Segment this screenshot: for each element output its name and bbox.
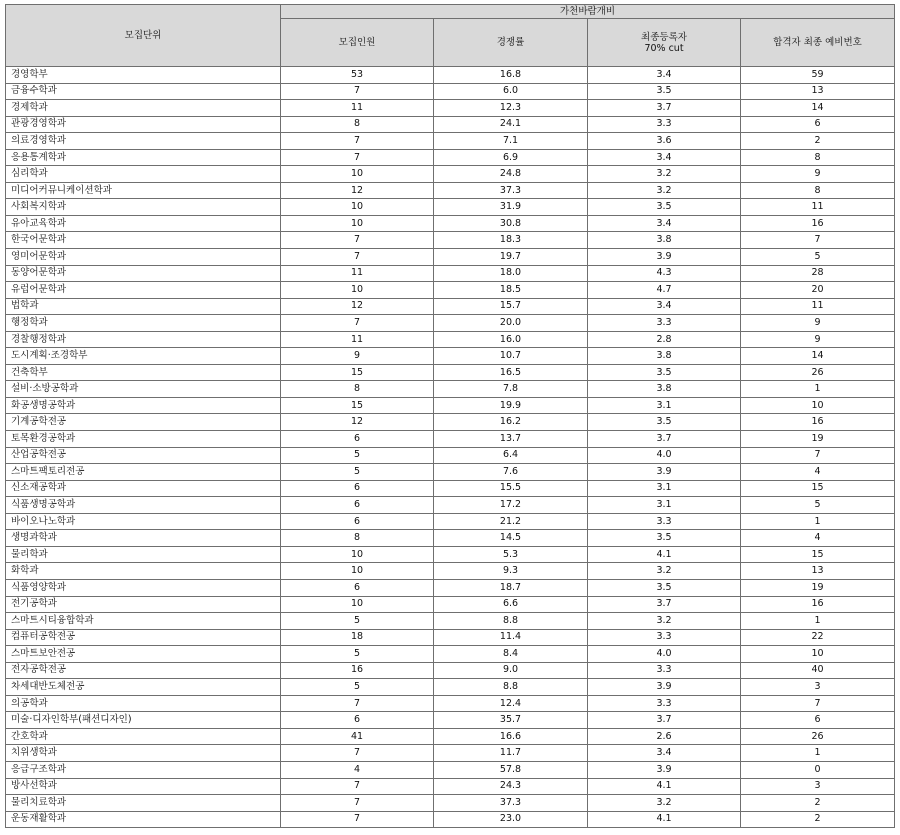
- cell-waitlist-number: 7: [741, 695, 895, 712]
- cell-unit-name: 식품영양학과: [6, 579, 281, 596]
- cell-cut70: 3.2: [588, 795, 741, 812]
- table-row: [6, 596, 895, 613]
- cell-cut70: 3.8: [588, 348, 741, 365]
- cell-quota: 10: [281, 596, 434, 613]
- cell-quota: 11: [281, 100, 434, 117]
- cell-quota: 6: [281, 579, 434, 596]
- cell-cut70: 3.5: [588, 579, 741, 596]
- cell-unit-name: 차세대반도체전공: [6, 679, 281, 696]
- cell-unit-name: 기계공학전공: [6, 414, 281, 431]
- cell-quota: 12: [281, 298, 434, 315]
- cell-waitlist-number: 13: [741, 563, 895, 580]
- cell-competition-rate: 6.9: [434, 149, 588, 166]
- cell-cut70: 3.4: [588, 298, 741, 315]
- cell-quota: 7: [281, 315, 434, 332]
- cell-quota: 12: [281, 414, 434, 431]
- cell-cut70: 3.3: [588, 513, 741, 530]
- cell-unit-name: 바이오나노학과: [6, 513, 281, 530]
- cell-unit-name: 금융수학과: [6, 83, 281, 100]
- cell-cut70: 3.4: [588, 215, 741, 232]
- table-row: [6, 579, 895, 596]
- table-row: [6, 282, 895, 299]
- cell-waitlist-number: 4: [741, 530, 895, 547]
- cell-quota: 8: [281, 530, 434, 547]
- cell-competition-rate: 16.2: [434, 414, 588, 431]
- cell-competition-rate: 12.4: [434, 695, 588, 712]
- cell-competition-rate: 31.9: [434, 199, 588, 216]
- cell-quota: 5: [281, 447, 434, 464]
- cell-competition-rate: 57.8: [434, 761, 588, 778]
- cell-competition-rate: 11.7: [434, 745, 588, 762]
- cell-cut70: 3.7: [588, 596, 741, 613]
- cell-waitlist-number: 8: [741, 182, 895, 199]
- cell-cut70: 3.9: [588, 761, 741, 778]
- cell-quota: 5: [281, 646, 434, 663]
- cell-quota: 7: [281, 149, 434, 166]
- cell-quota: 12: [281, 182, 434, 199]
- cell-waitlist-number: 20: [741, 282, 895, 299]
- cell-cut70: 3.7: [588, 712, 741, 729]
- table-row: [6, 513, 895, 530]
- table-row: [6, 100, 895, 117]
- table-row: [6, 728, 895, 745]
- cell-quota: 10: [281, 199, 434, 216]
- table-row: [6, 712, 895, 729]
- table-row: [6, 133, 895, 150]
- table-row: [6, 414, 895, 431]
- cell-cut70: 4.3: [588, 265, 741, 282]
- cell-quota: 53: [281, 67, 434, 84]
- table-row: [6, 397, 895, 414]
- cell-cut70: 3.1: [588, 480, 741, 497]
- cell-competition-rate: 19.7: [434, 249, 588, 266]
- table-row: [6, 381, 895, 398]
- cell-competition-rate: 6.4: [434, 447, 588, 464]
- cell-cut70: 3.2: [588, 182, 741, 199]
- cell-waitlist-number: 26: [741, 364, 895, 381]
- cell-waitlist-number: 7: [741, 232, 895, 249]
- cell-waitlist-number: 14: [741, 100, 895, 117]
- cell-competition-rate: 10.7: [434, 348, 588, 365]
- cell-competition-rate: 24.1: [434, 116, 588, 133]
- table-row: [6, 695, 895, 712]
- cell-competition-rate: 7.1: [434, 133, 588, 150]
- cell-unit-name: 도시계획·조경학부: [6, 348, 281, 365]
- table-row: [6, 331, 895, 348]
- table-row: [6, 795, 895, 812]
- table-row: [6, 431, 895, 448]
- cell-cut70: 3.5: [588, 83, 741, 100]
- cell-waitlist-number: 15: [741, 480, 895, 497]
- cell-unit-name: 심리학과: [6, 166, 281, 183]
- cell-competition-rate: 7.8: [434, 381, 588, 398]
- cell-competition-rate: 17.2: [434, 497, 588, 514]
- cell-unit-name: 응급구조학과: [6, 761, 281, 778]
- cell-unit-name: 치위생학과: [6, 745, 281, 762]
- table-row: [6, 811, 895, 828]
- cell-cut70: 3.3: [588, 695, 741, 712]
- table-row: [6, 662, 895, 679]
- cell-cut70: 2.6: [588, 728, 741, 745]
- header-group: 가천바람개비: [281, 5, 895, 19]
- cell-unit-name: 물리치료학과: [6, 795, 281, 812]
- cell-competition-rate: 15.7: [434, 298, 588, 315]
- cell-cut70: 3.5: [588, 199, 741, 216]
- cell-unit-name: 관광경영학과: [6, 116, 281, 133]
- cell-quota: 10: [281, 546, 434, 563]
- cell-waitlist-number: 6: [741, 116, 895, 133]
- cell-quota: 7: [281, 745, 434, 762]
- cell-cut70: 4.1: [588, 778, 741, 795]
- header-cut70-label: 최종등록자 70% cut: [641, 31, 687, 54]
- header-quota: 모집인원: [281, 19, 434, 67]
- table-row: [6, 166, 895, 183]
- cell-cut70: 3.8: [588, 381, 741, 398]
- cell-unit-name: 법학과: [6, 298, 281, 315]
- cell-unit-name: 물리학과: [6, 546, 281, 563]
- cell-waitlist-number: 19: [741, 579, 895, 596]
- cell-cut70: 3.4: [588, 149, 741, 166]
- cell-cut70: 3.7: [588, 100, 741, 117]
- cell-unit-name: 사회복지학과: [6, 199, 281, 216]
- cell-cut70: 3.7: [588, 431, 741, 448]
- cell-unit-name: 경영학부: [6, 67, 281, 84]
- cell-quota: 18: [281, 629, 434, 646]
- cell-waitlist-number: 1: [741, 613, 895, 630]
- cell-waitlist-number: 1: [741, 745, 895, 762]
- table-row: [6, 348, 895, 365]
- admission-results-table: [5, 4, 895, 828]
- cell-waitlist-number: 1: [741, 381, 895, 398]
- cell-quota: 15: [281, 397, 434, 414]
- cell-waitlist-number: 9: [741, 315, 895, 332]
- table-row: [6, 546, 895, 563]
- table-row: [6, 364, 895, 381]
- cell-waitlist-number: 11: [741, 199, 895, 216]
- cell-cut70: 3.2: [588, 563, 741, 580]
- cell-waitlist-number: 10: [741, 646, 895, 663]
- cell-unit-name: 방사선학과: [6, 778, 281, 795]
- cell-waitlist-number: 16: [741, 215, 895, 232]
- cell-waitlist-number: 7: [741, 447, 895, 464]
- cell-competition-rate: 21.2: [434, 513, 588, 530]
- table-row: [6, 116, 895, 133]
- cell-quota: 7: [281, 249, 434, 266]
- cell-competition-rate: 14.5: [434, 530, 588, 547]
- table-row: [6, 67, 895, 84]
- cell-waitlist-number: 16: [741, 596, 895, 613]
- table-row: [6, 464, 895, 481]
- cell-unit-name: 의공학과: [6, 695, 281, 712]
- cell-unit-name: 응용통계학과: [6, 149, 281, 166]
- cell-cut70: 3.3: [588, 629, 741, 646]
- cell-competition-rate: 8.4: [434, 646, 588, 663]
- cell-competition-rate: 12.3: [434, 100, 588, 117]
- cell-competition-rate: 20.0: [434, 315, 588, 332]
- cell-quota: 8: [281, 116, 434, 133]
- table-row: [6, 265, 895, 282]
- cell-competition-rate: 16.6: [434, 728, 588, 745]
- cell-waitlist-number: 40: [741, 662, 895, 679]
- table-row: [6, 629, 895, 646]
- cell-competition-rate: 30.8: [434, 215, 588, 232]
- cell-waitlist-number: 28: [741, 265, 895, 282]
- cell-waitlist-number: 8: [741, 149, 895, 166]
- table-row: [6, 315, 895, 332]
- cell-quota: 11: [281, 331, 434, 348]
- header-unit: 모집단위: [6, 5, 281, 67]
- cell-competition-rate: 8.8: [434, 613, 588, 630]
- cell-cut70: 3.1: [588, 497, 741, 514]
- cell-cut70: 3.3: [588, 662, 741, 679]
- cell-unit-name: 설비·소방공학과: [6, 381, 281, 398]
- cell-competition-rate: 11.4: [434, 629, 588, 646]
- cell-competition-rate: 37.3: [434, 182, 588, 199]
- cell-competition-rate: 37.3: [434, 795, 588, 812]
- cell-quota: 7: [281, 83, 434, 100]
- cell-cut70: 3.5: [588, 414, 741, 431]
- cell-quota: 11: [281, 265, 434, 282]
- cell-competition-rate: 16.5: [434, 364, 588, 381]
- cell-quota: 6: [281, 712, 434, 729]
- cell-unit-name: 경찰행정학과: [6, 331, 281, 348]
- table-row: [6, 761, 895, 778]
- cell-quota: 10: [281, 282, 434, 299]
- cell-waitlist-number: 3: [741, 679, 895, 696]
- cell-unit-name: 의료경영학과: [6, 133, 281, 150]
- cell-unit-name: 미디어커뮤니케이션학과: [6, 182, 281, 199]
- cell-quota: 6: [281, 431, 434, 448]
- cell-waitlist-number: 2: [741, 811, 895, 828]
- table-row: [6, 447, 895, 464]
- cell-competition-rate: 18.3: [434, 232, 588, 249]
- cell-unit-name: 생명과학과: [6, 530, 281, 547]
- table-row: [6, 298, 895, 315]
- cell-unit-name: 유럽어문학과: [6, 282, 281, 299]
- cell-unit-name: 영미어문학과: [6, 249, 281, 266]
- cell-competition-rate: 6.0: [434, 83, 588, 100]
- cell-competition-rate: 24.3: [434, 778, 588, 795]
- cell-waitlist-number: 3: [741, 778, 895, 795]
- cell-competition-rate: 19.9: [434, 397, 588, 414]
- cell-unit-name: 화공생명공학과: [6, 397, 281, 414]
- cell-cut70: 3.2: [588, 166, 741, 183]
- cell-waitlist-number: 26: [741, 728, 895, 745]
- cell-unit-name: 유아교육학과: [6, 215, 281, 232]
- cell-cut70: 3.8: [588, 232, 741, 249]
- cell-unit-name: 산업공학전공: [6, 447, 281, 464]
- cell-unit-name: 한국어문학과: [6, 232, 281, 249]
- cell-cut70: 4.1: [588, 811, 741, 828]
- cell-cut70: 3.6: [588, 133, 741, 150]
- cell-waitlist-number: 5: [741, 249, 895, 266]
- cell-waitlist-number: 9: [741, 331, 895, 348]
- cell-quota: 5: [281, 679, 434, 696]
- cell-waitlist-number: 10: [741, 397, 895, 414]
- cell-unit-name: 토목환경공학과: [6, 431, 281, 448]
- table-row: [6, 249, 895, 266]
- cell-unit-name: 전자공학전공: [6, 662, 281, 679]
- cell-cut70: 4.7: [588, 282, 741, 299]
- table-row: [6, 83, 895, 100]
- cell-waitlist-number: 59: [741, 67, 895, 84]
- cell-competition-rate: 18.0: [434, 265, 588, 282]
- cell-competition-rate: 23.0: [434, 811, 588, 828]
- cell-competition-rate: 35.7: [434, 712, 588, 729]
- cell-cut70: 3.5: [588, 530, 741, 547]
- cell-unit-name: 전기공학과: [6, 596, 281, 613]
- table-row: [6, 646, 895, 663]
- cell-competition-rate: 9.3: [434, 563, 588, 580]
- cell-competition-rate: 6.6: [434, 596, 588, 613]
- cell-quota: 7: [281, 232, 434, 249]
- cell-waitlist-number: 1: [741, 513, 895, 530]
- cell-waitlist-number: 2: [741, 133, 895, 150]
- table-row: [6, 679, 895, 696]
- cell-competition-rate: 16.0: [434, 331, 588, 348]
- cell-cut70: 3.4: [588, 745, 741, 762]
- cell-quota: 7: [281, 133, 434, 150]
- cell-unit-name: 미술·디자인학부(패션디자인): [6, 712, 281, 729]
- cell-cut70: 3.1: [588, 397, 741, 414]
- cell-unit-name: 운동재활학과: [6, 811, 281, 828]
- cell-competition-rate: 16.8: [434, 67, 588, 84]
- cell-waitlist-number: 15: [741, 546, 895, 563]
- table-row: [6, 745, 895, 762]
- cell-waitlist-number: 22: [741, 629, 895, 646]
- cell-waitlist-number: 16: [741, 414, 895, 431]
- cell-waitlist-number: 4: [741, 464, 895, 481]
- cell-unit-name: 스마트시티융합학과: [6, 613, 281, 630]
- cell-cut70: 3.5: [588, 364, 741, 381]
- cell-quota: 7: [281, 795, 434, 812]
- table-row: [6, 182, 895, 199]
- cell-quota: 6: [281, 513, 434, 530]
- cell-waitlist-number: 19: [741, 431, 895, 448]
- cell-quota: 8: [281, 381, 434, 398]
- table-row: [6, 497, 895, 514]
- cell-competition-rate: 9.0: [434, 662, 588, 679]
- cell-competition-rate: 8.8: [434, 679, 588, 696]
- cell-waitlist-number: 13: [741, 83, 895, 100]
- cell-unit-name: 건축학부: [6, 364, 281, 381]
- cell-quota: 6: [281, 497, 434, 514]
- table-row: [6, 480, 895, 497]
- cell-quota: 5: [281, 613, 434, 630]
- cell-cut70: 4.0: [588, 447, 741, 464]
- cell-unit-name: 간호학과: [6, 728, 281, 745]
- cell-quota: 4: [281, 761, 434, 778]
- cell-cut70: 4.0: [588, 646, 741, 663]
- cell-quota: 16: [281, 662, 434, 679]
- header-waitlist: 합격자 최종 예비번호: [741, 19, 895, 67]
- header-competition: 경쟁률: [434, 19, 588, 67]
- cell-waitlist-number: 14: [741, 348, 895, 365]
- cell-unit-name: 행정학과: [6, 315, 281, 332]
- cell-competition-rate: 18.5: [434, 282, 588, 299]
- cell-quota: 41: [281, 728, 434, 745]
- cell-competition-rate: 5.3: [434, 546, 588, 563]
- cell-cut70: 3.3: [588, 116, 741, 133]
- cell-cut70: 3.9: [588, 464, 741, 481]
- cell-quota: 9: [281, 348, 434, 365]
- cell-unit-name: 신소재공학과: [6, 480, 281, 497]
- cell-unit-name: 컴퓨터공학전공: [6, 629, 281, 646]
- cell-cut70: 2.8: [588, 331, 741, 348]
- cell-unit-name: 경제학과: [6, 100, 281, 117]
- cell-waitlist-number: 6: [741, 712, 895, 729]
- cell-unit-name: 스마트팩토리전공: [6, 464, 281, 481]
- table-row: [6, 232, 895, 249]
- cell-unit-name: 동양어문학과: [6, 265, 281, 282]
- cell-cut70: 3.9: [588, 679, 741, 696]
- cell-quota: 5: [281, 464, 434, 481]
- cell-quota: 10: [281, 166, 434, 183]
- cell-waitlist-number: 11: [741, 298, 895, 315]
- cell-waitlist-number: 5: [741, 497, 895, 514]
- cell-unit-name: 화학과: [6, 563, 281, 580]
- cell-waitlist-number: 2: [741, 795, 895, 812]
- table-row: [6, 613, 895, 630]
- cell-competition-rate: 7.6: [434, 464, 588, 481]
- cell-quota: 15: [281, 364, 434, 381]
- table-row: [6, 199, 895, 216]
- cell-quota: 7: [281, 695, 434, 712]
- cell-cut70: 3.4: [588, 67, 741, 84]
- cell-unit-name: 식품생명공학과: [6, 497, 281, 514]
- cell-competition-rate: 15.5: [434, 480, 588, 497]
- cell-cut70: 3.3: [588, 315, 741, 332]
- cell-quota: 7: [281, 778, 434, 795]
- table-row: [6, 778, 895, 795]
- cell-competition-rate: 13.7: [434, 431, 588, 448]
- cell-quota: 6: [281, 480, 434, 497]
- cell-waitlist-number: 9: [741, 166, 895, 183]
- table-row: [6, 563, 895, 580]
- cell-quota: 7: [281, 811, 434, 828]
- cell-cut70: 4.1: [588, 546, 741, 563]
- cell-quota: 10: [281, 215, 434, 232]
- cell-cut70: 3.2: [588, 613, 741, 630]
- table-row: [6, 530, 895, 547]
- cell-competition-rate: 18.7: [434, 579, 588, 596]
- cell-unit-name: 스마트보안전공: [6, 646, 281, 663]
- table-row: [6, 215, 895, 232]
- table-row: [6, 149, 895, 166]
- header-cut70: [588, 19, 741, 67]
- table-body: [6, 67, 895, 828]
- cell-cut70: 3.9: [588, 249, 741, 266]
- cell-waitlist-number: 0: [741, 761, 895, 778]
- cell-competition-rate: 24.8: [434, 166, 588, 183]
- cell-quota: 10: [281, 563, 434, 580]
